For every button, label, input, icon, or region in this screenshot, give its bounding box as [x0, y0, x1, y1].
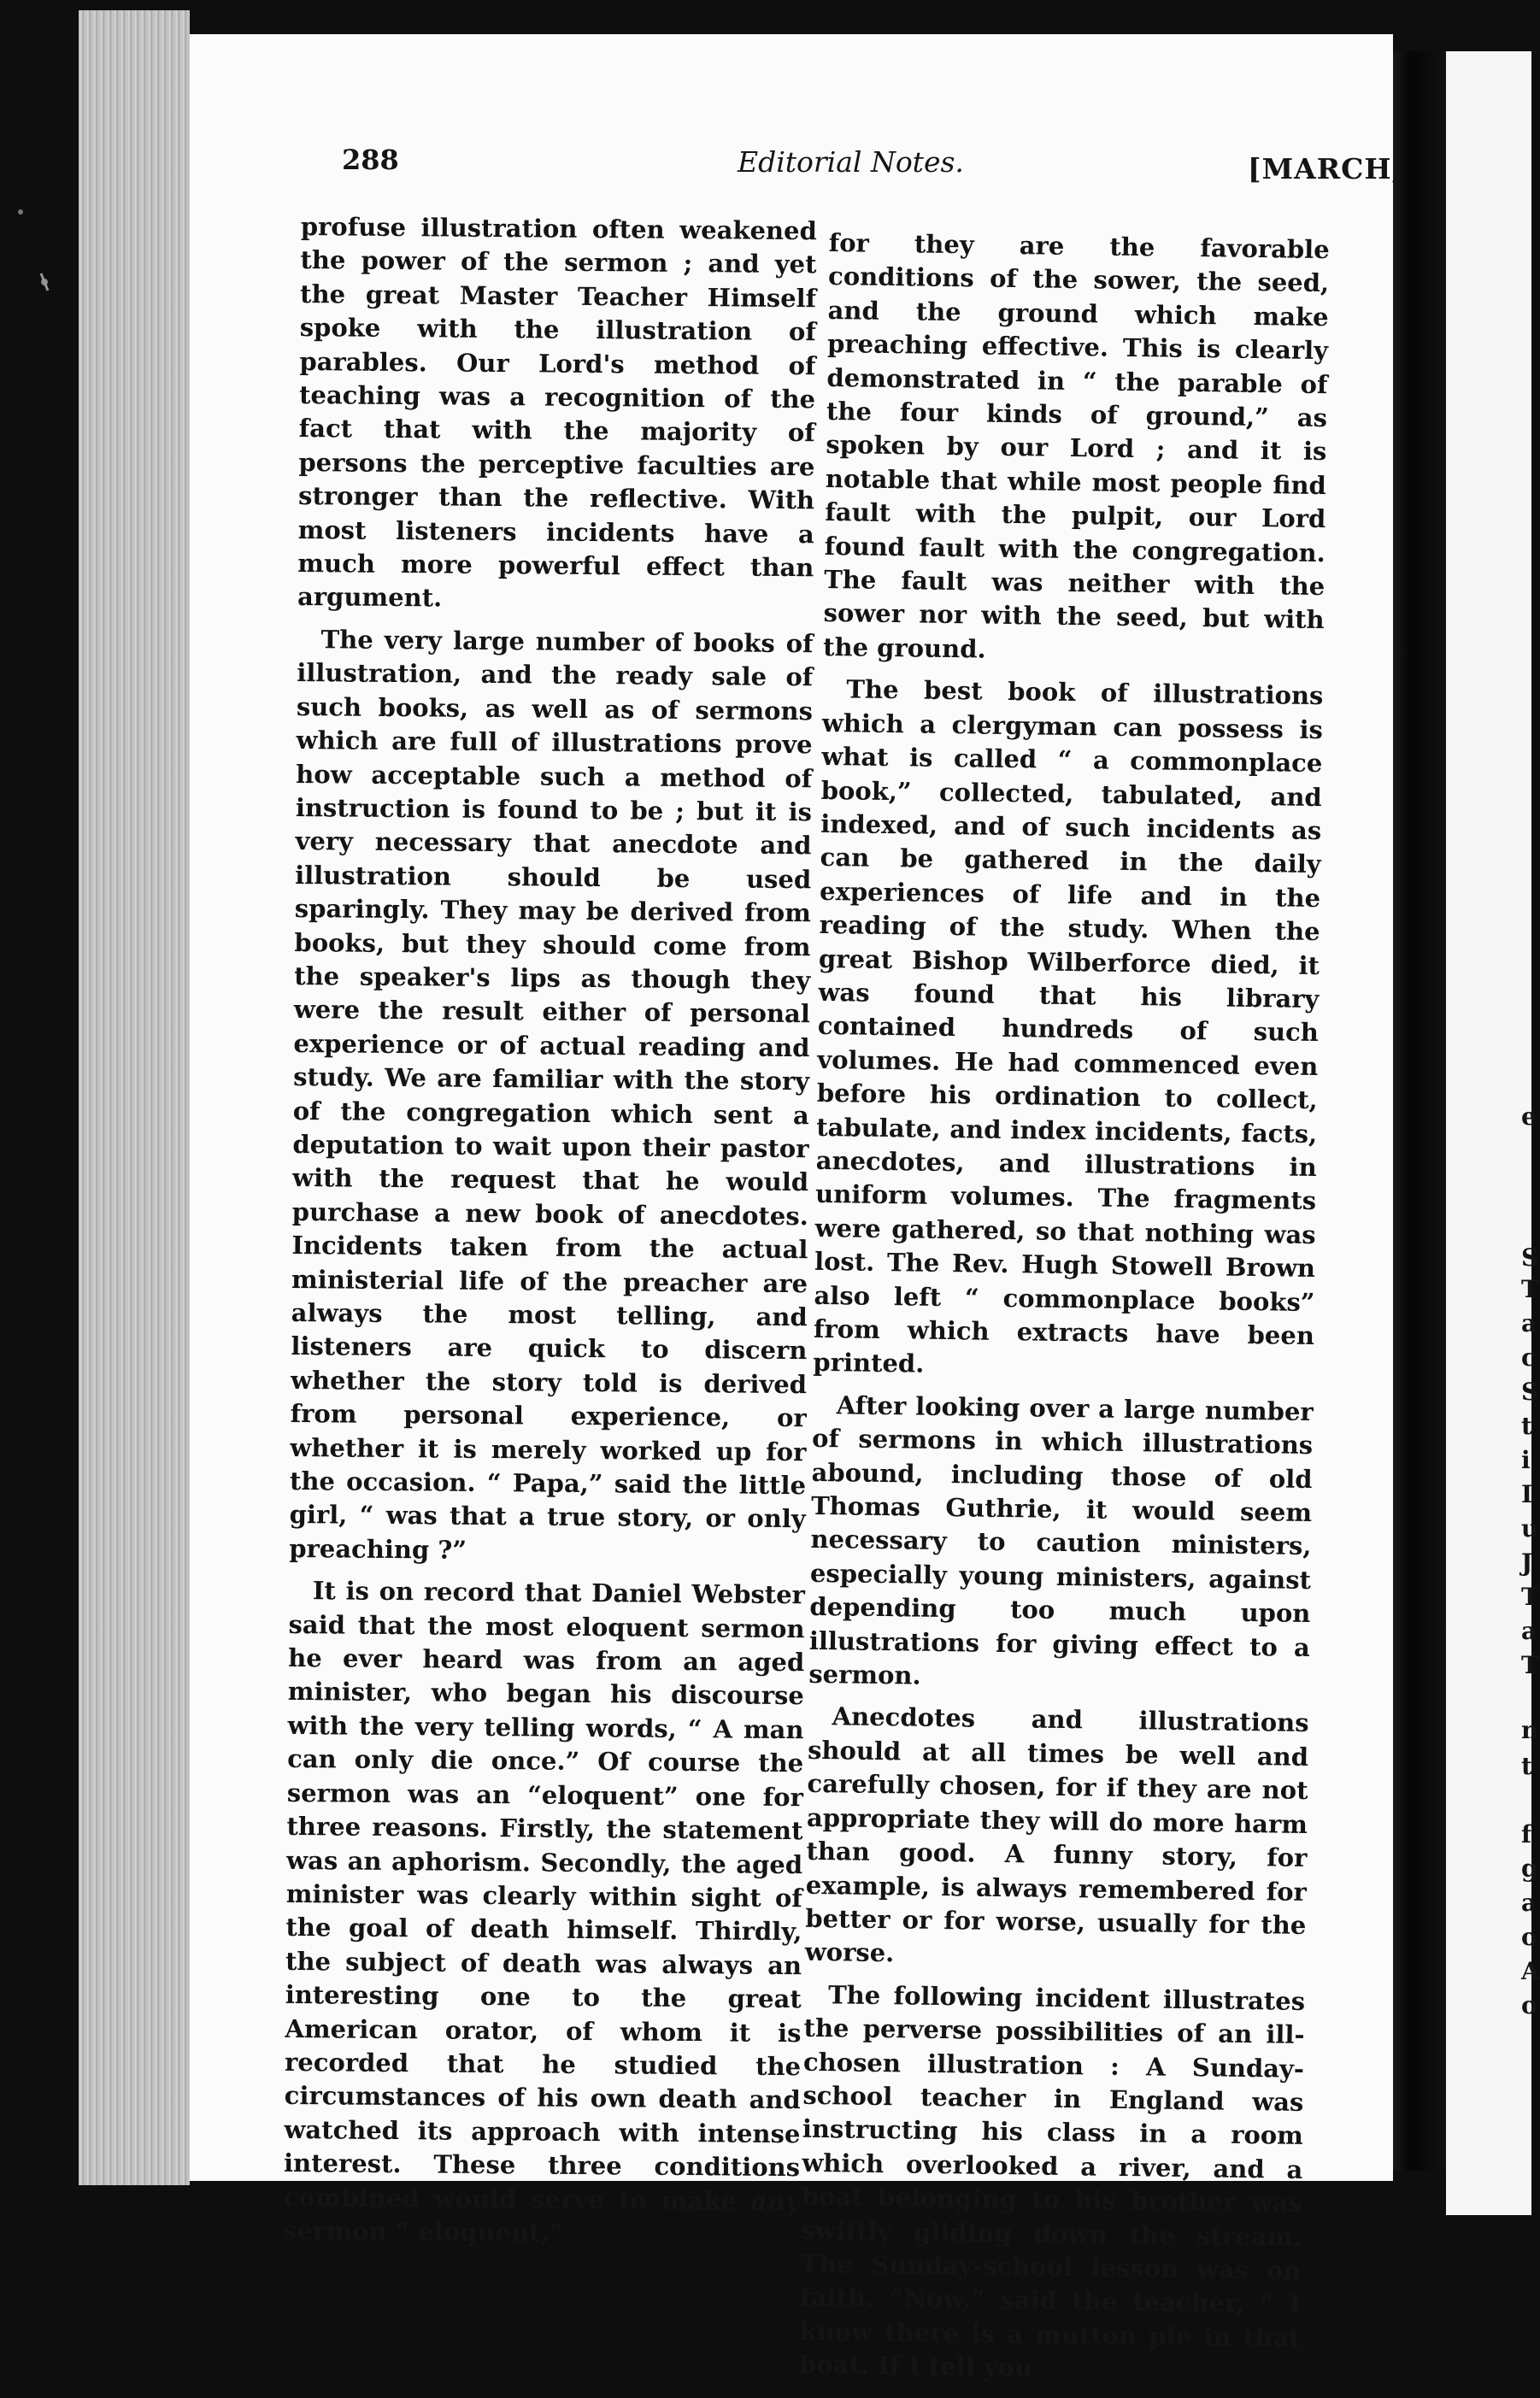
facing-page-letter: T: [1521, 1275, 1539, 1303]
facing-page-letter: f: [1521, 1820, 1532, 1848]
facing-page-letter: S: [1521, 1378, 1539, 1406]
facing-page-letter: a: [1521, 1309, 1537, 1337]
facing-page-letter: a: [1521, 1889, 1537, 1917]
facing-page-letter: u: [1521, 1514, 1539, 1543]
paragraph: for they are the favorable conditions of the sower, the seed, and the ground which make preaching effective. This is clearly demonstrated in “ the parable of the four kinds of ground,” as spoken by our Lord ; and it is notable that while most people find fault with the pulpit, our Lord found fault with the congregation. The fault was neither with the sower nor with the seed, but with the ground.: [822, 227, 1330, 664]
facing-page-letter: e: [1521, 1102, 1537, 1131]
paragraph: The very large number of books of illustration, and the ready sale of such books, as well as of sermons which are full of illustrations prove how acceptable such a method of instruction is found to be ; but it is very necessary that anecdote and illustration should be used sparingly. They may be derived from books, but they should come from the speaker's lips as though they were the result either of personal experience or of actual reading and study. We are familiar with the story of the congregation which sent a deputation to wait upon their pastor with the request that he would purchase a new book of anecdotes. Incidents taken from the actual ministerial life of the preacher are always the most telling, and listeners are quick to discern whether the story told is derived from personal experience, or whether it is merely worked up for the occasion. “ Papa,” said the little girl, “ was that a true story, or only preaching ?”: [289, 625, 814, 1565]
facing-page-letter: t: [1521, 1752, 1532, 1780]
paragraph-text: sermon “ eloquent,”: [283, 2215, 564, 2248]
facing-page-letter: I: [1521, 1480, 1533, 1508]
facing-page-letter: A: [1521, 1957, 1540, 1985]
facing-page-letter: J: [1521, 1549, 1533, 1577]
book-page-edge-stack: [79, 10, 190, 2185]
facing-page-letter: t: [1521, 1412, 1532, 1440]
facing-page-edge: [1446, 51, 1531, 2215]
facing-page-letter: g: [1521, 1854, 1538, 1883]
facing-page-letter: S: [1521, 1243, 1539, 1272]
right-column: [799, 226, 1330, 2398]
page-number: 288: [342, 144, 399, 176]
paragraph: After looking over a large number of sermons in which illustrations abound, including those of old Thomas Guthrie, it would seem necessary to caution ministers, especially young ministers, against depending too much upon illustrations for giving effect to a sermon.: [808, 1390, 1314, 1690]
facing-page-letter: a: [1521, 1617, 1537, 1645]
facing-page-letter: c: [1521, 1343, 1537, 1372]
facing-page-letter: T: [1521, 1651, 1539, 1679]
facing-page-letter: o: [1521, 1923, 1537, 1951]
facing-page-letter: T: [1521, 1583, 1539, 1611]
facing-page-letter: o: [1521, 1991, 1537, 2019]
running-title: Editorial Notes.: [738, 145, 964, 179]
paragraph: The following incident illustrates the perverse possibilities of an ill-chosen illustration : A Sunday-school teacher in England was instructing his class in a room which overlooked a river, and a boat belonging to his brother was swiftly gliding down the stream. The Sunday-school lesson was on faith. “Now,” said the teacher, “ I know there is a mutton pie in that boat. If I tell you: [798, 1979, 1306, 2383]
paragraph: [283, 1574, 805, 2252]
book-gutter: [1393, 51, 1446, 2171]
facing-page-letter: n: [1521, 1716, 1539, 1744]
paragraph: Anecdotes and illustrations should at all times be well and carefully chosen, for if they are not appropriate they will do more harm than good. A funny story, for example, is always remembered for better or for worse, usually for the worse.: [804, 1702, 1309, 1968]
running-header: [342, 137, 1403, 188]
emphasis: any: [750, 2186, 800, 2216]
paragraph-text: It is on record that Daniel Webster said that the most eloquent sermon he ever heard was from an aged minister, who began his discourse with the very telling words, “ A man can only die once.” Of course the sermon was an “eloquent” one for three reasons. Firstly, the statement was an aphorism. Secondly, the aged minister was clearly within sight of the goal of death himself. Thirdly, the subject of death was always an interesting one to the great American orator, of whom it is recorded that he studied the circumstances of his own death and watched its approach with intense interest. These three conditions combined would serve to make: [283, 1576, 806, 2216]
running-section-label: [MARCH,: [1248, 152, 1403, 185]
paragraph: profuse illustration often weakened the power of the sermon ; and yet the great Master Teacher Himself spoke with the illustration of parables. Our Lord's method of teaching was a recognition of the fact that with the majority of persons the perceptive faculties are stronger than the reflective. With most listeners incidents have a much more powerful effect than argument.: [297, 211, 817, 613]
left-column: [283, 210, 817, 2261]
scan-specks: [0, 0, 51, 342]
paragraph: The best book of illustrations which a clergyman can possess is what is called “ a commonplace book,” collected, tabulated, and indexed, and of such incidents as can be gathered in the daily experiences of life and in the reading of the study. When the great Bishop Wilberforce died, it was found that his library contained hundreds of such volumes. He had commenced even before his ordination to collect, tabulate, and index incidents, facts, anecdotes, and illustrations in uniform volumes. The fragments were gathered, so that nothing was lost. The Rev. Hugh Stowell Brown also left “ commonplace books” from which extracts have been printed.: [813, 674, 1324, 1379]
facing-page-letter: i: [1521, 1446, 1531, 1474]
